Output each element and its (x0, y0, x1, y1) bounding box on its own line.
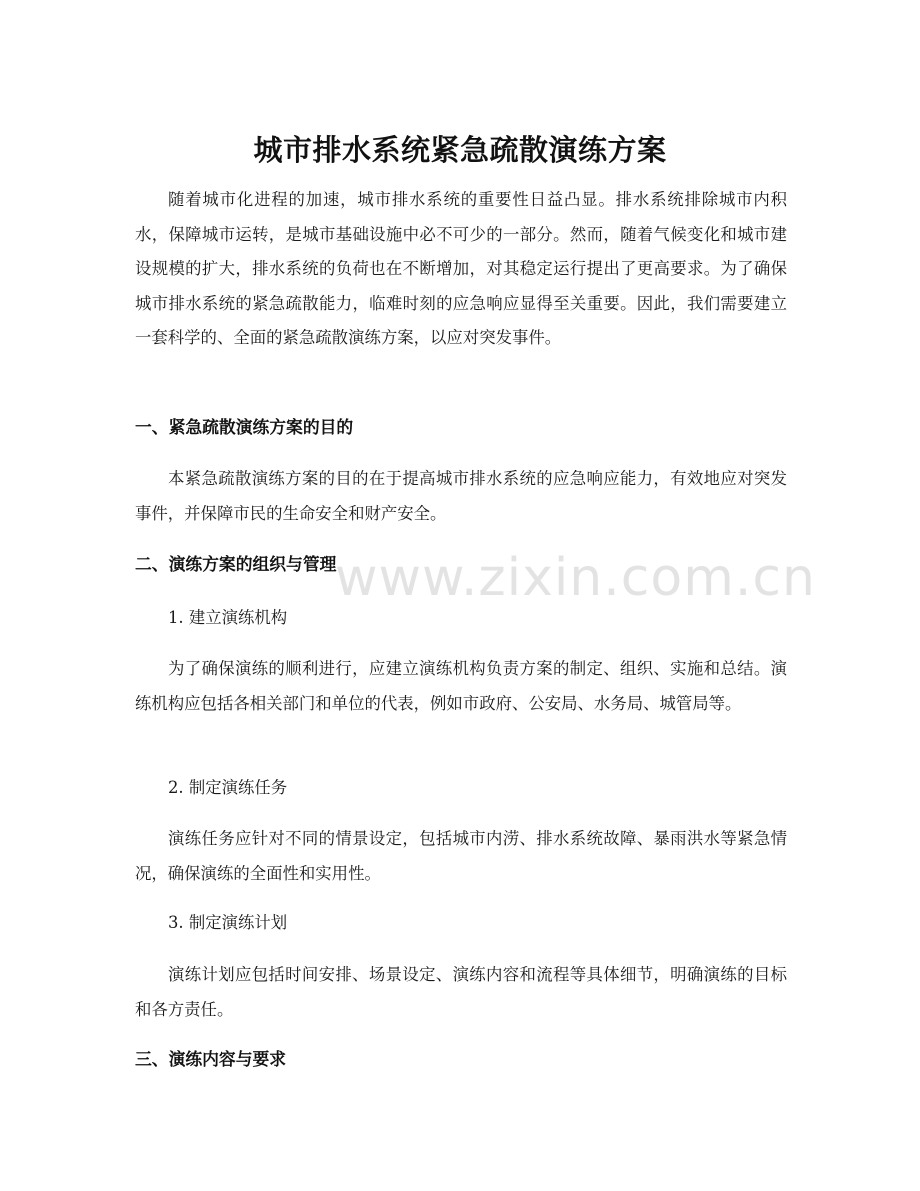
item-3-paragraph: 演练计划应包括时间安排、场景设定、演练内容和流程等具体细节，明确演练的目标和各方责任。 (135, 965, 787, 1019)
section-3-heading: 三、演练内容与要求 (135, 1049, 287, 1069)
intro-paragraph: 随着城市化进程的加速，城市排水系统的重要性日益凸显。排水系统排除城市内积水，保障城市运转，是城市基础设施中必不可少的一部分。然而，随着气候变化和城市建设规模的扩大，排水系统的负荷也在不断增加，对其稳定运行提出了更高要求。为了确保城市排水系统的紧急疏散能力，临难时刻的应急响应显得至关重要。因此，我们需要建立一套科学的、全面的紧急疏散演练方案，以应对突发事件。 (135, 190, 787, 347)
section-1-heading: 一、紧急疏散演练方案的目的 (135, 417, 354, 437)
item-2-paragraph: 演练任务应针对不同的情景设定，包括城市内涝、排水系统故障、暴雨洪水等紧急情况，确保演练的全面性和实用性。 (135, 829, 787, 883)
item-3-title: 3. 制定演练计划 (168, 913, 288, 932)
item-1-paragraph: 为了确保演练的顺利进行，应建立演练机构负责方案的制定、组织、实施和总结。演练机构应包括各相关部门和单位的代表，例如市政府、公安局、水务局、城管局等。 (135, 659, 787, 713)
section-1-paragraph: 本紧急疏散演练方案的目的在于提高城市排水系统的应急响应能力，有效地应对突发事件，并保障市民的生命安全和财产安全。 (135, 469, 787, 523)
document-title: 城市排水系统紧急疏散演练方案 (253, 133, 667, 168)
item-2-title: 2. 制定演练任务 (168, 778, 288, 797)
section-2-heading: 二、演练方案的组织与管理 (135, 554, 337, 574)
watermark: www.zixin.com.cn (335, 548, 816, 608)
item-1-title: 1. 建立演练机构 (168, 608, 288, 627)
